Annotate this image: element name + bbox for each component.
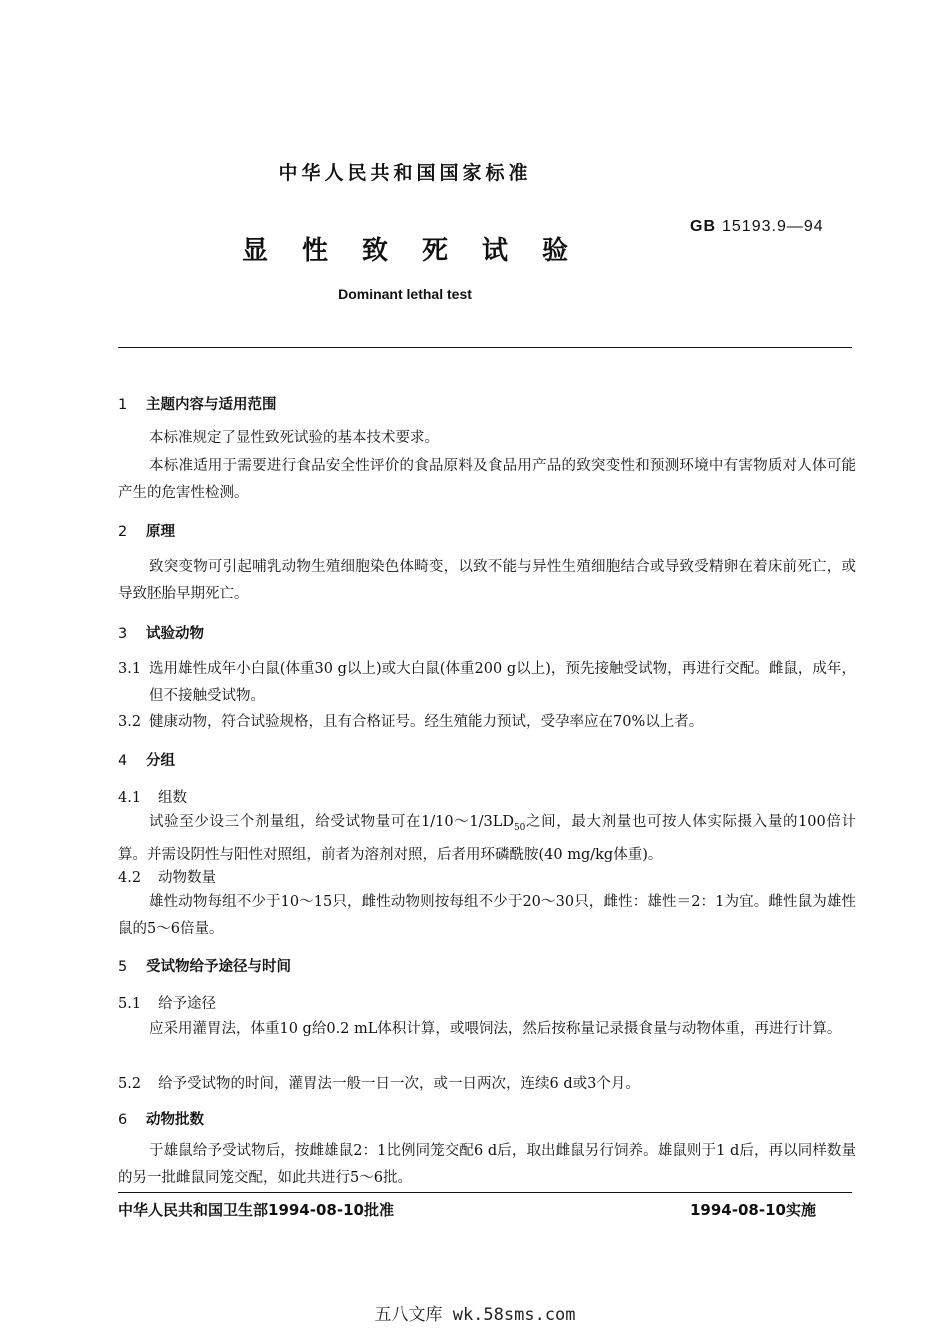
effective-date: 1994-08-10实施 [690, 1201, 816, 1219]
document-title: 显性致死试验 [241, 236, 602, 266]
subsection-title: 动物数量 [158, 870, 216, 886]
subsection-4-1-heading [118, 786, 187, 807]
footer-divider [118, 1192, 852, 1193]
subsection-title: 给予途径 [158, 996, 216, 1012]
national-standard-header: 中华人民共和国国家标准 [278, 162, 532, 184]
section-number: 6 [118, 1112, 128, 1128]
subsection-5-2 [118, 1072, 640, 1093]
section-6-paragraph-1: 于雄鼠给予受试物后，按雌雄鼠2：1比例同笼交配6 d后，取出雌鼠另行饲养。雄鼠则于1 d后，再以同样数量的另一批雌鼠同笼交配，如此共进行5～6批。 [118, 1143, 856, 1186]
section-number: 1 [118, 397, 128, 413]
standard-prefix: GB [690, 218, 716, 235]
section-number: 2 [118, 524, 128, 540]
section-title: 动物批数 [146, 1112, 204, 1128]
section-number: 3 [118, 626, 128, 642]
section-title: 分组 [146, 753, 175, 769]
subsection-title: 组数 [158, 790, 187, 806]
section-number: 5 [118, 959, 128, 975]
section-1-heading [118, 393, 277, 414]
approval-info: 中华人民共和国卫生部1994-08-10批准 [118, 1201, 394, 1219]
section-2-heading [118, 520, 175, 541]
section-4-heading [118, 749, 175, 770]
subsection-4-2-paragraph: 雄性动物每组不少于10～15只，雌性动物则按每组不少于20～30只，雌性：雄性＝2：1为宜。雌性鼠为雄性鼠的5～6倍量。 [118, 894, 856, 937]
section-title: 原理 [146, 524, 175, 540]
item-number: 3.1 [118, 661, 142, 677]
document-title-english: Dominant lethal test [338, 286, 472, 302]
subsection-4-2-heading [118, 866, 216, 887]
item-number: 3.2 [118, 714, 142, 730]
section-3-item-2 [118, 709, 856, 736]
section-5-heading [118, 955, 291, 976]
section-title: 受试物给予途径与时间 [146, 959, 291, 975]
header-divider [118, 347, 852, 348]
section-6-heading [118, 1108, 204, 1129]
watermark-text: 五八文库 wk.58sms.com [374, 1305, 576, 1325]
standard-number: 15193.9—94 [722, 218, 824, 235]
section-title: 主题内容与适用范围 [146, 397, 277, 413]
subsection-5-1-heading [118, 992, 216, 1013]
section-3-item-1-text: 选用雄性成年小白鼠(体重30 g以上)或大白鼠(体重200 g以上)，预先接触受试物，再进行交配。雌鼠，成年，但不接触受试物。 [149, 661, 856, 704]
subsection-number: 4.2 [118, 870, 142, 886]
section-3-heading [118, 622, 204, 643]
subsection-number: 5.2 [118, 1076, 142, 1092]
subsection-5-1-paragraph: 应采用灌胃法，体重10 g给0.2 mL体积计算，或喂饲法，然后按称量记录摄食量与动物体重，再进行计算。 [149, 1021, 842, 1037]
subsection-number: 4.1 [118, 790, 142, 806]
text-part: 试验至少设三个剂量组，给受试物量可在1/10～1/3LD [149, 814, 514, 830]
section-1-paragraph-1: 本标准规定了显性致死试验的基本技术要求。 [149, 430, 439, 446]
subsection-4-1-paragraph [118, 809, 856, 869]
item-text: 健康动物，符合试验规格，且有合格证号。经生殖能力预试，受孕率应在70%以上者。 [149, 714, 704, 730]
ld-subscript: 50 [513, 822, 526, 833]
subsection-text: 给予受试物的时间，灌胃法一般一日一次，或一日两次，连续6 d或3个月。 [158, 1076, 640, 1092]
section-1-paragraph-2: 本标准适用于需要进行食品安全性评价的食品原料及食品用产品的致突变性和预测环境中有害物质对人体可能产生的危害性检测。 [118, 458, 856, 501]
text-part: 之间，最大剂量也可按人体实际摄入量的100倍计算。并需设阴性与阳性对照组，前者为溶剂对照，后者用环磷酰胺(40 mg/kg体重)。 [118, 814, 856, 863]
section-2-paragraph-1: 致突变物可引起哺乳动物生殖细胞染色体畸变，以致不能与异性生殖细胞结合或导致受精卵在着床前死亡，或导致胚胎早期死亡。 [118, 559, 856, 602]
section-title: 试验动物 [146, 626, 204, 642]
section-number: 4 [118, 753, 128, 769]
subsection-number: 5.1 [118, 996, 142, 1012]
